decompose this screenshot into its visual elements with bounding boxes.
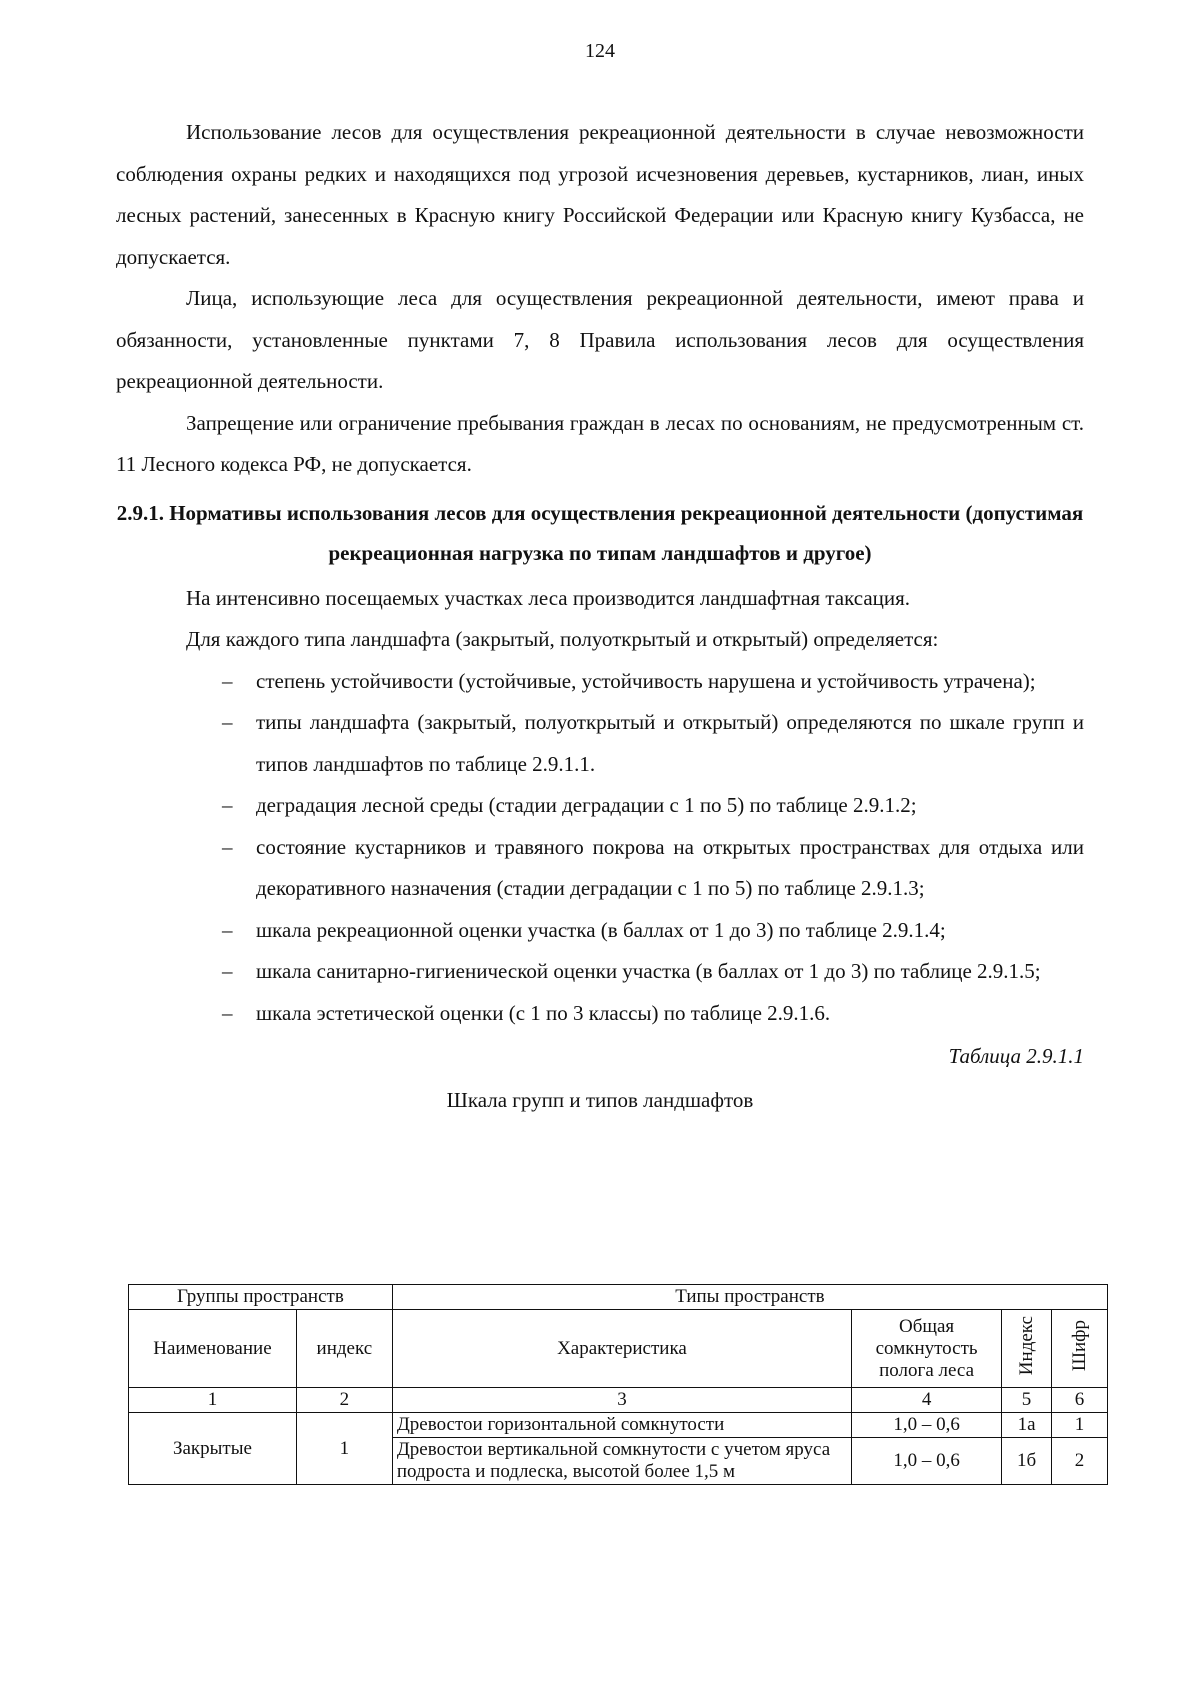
- page-number: 124: [585, 40, 615, 62]
- column-number: 4: [852, 1388, 1002, 1413]
- density-cell: 1,0 – 0,6: [852, 1413, 1002, 1438]
- list-item: [116, 661, 1084, 703]
- list-item-text: шкала эстетической оценки (с 1 по 3 классы) по таблице 2.9.1.6.: [256, 1000, 831, 1025]
- characteristic-cell: Древостои вертикальной сомкнутости с учетом яруса подроста и подлеска, высотой более 1,5 м: [392, 1438, 851, 1485]
- column-header: Характеристика: [392, 1310, 851, 1388]
- list-dash: –: [222, 668, 233, 693]
- list-item-text: типы ландшафта (закрытый, полуоткрытый и открытый) определяются по шкале групп и типов ландшафтов по таблице 2.9.1.1.: [256, 710, 1084, 776]
- group-index-cell: 1: [296, 1413, 392, 1485]
- list-item: [116, 702, 1084, 785]
- paragraph: Запрещение или ограничение пребывания граждан в лесах по основаниям, не предусмотренным ст. 11 Лесного кодекса РФ, не допускается.: [116, 410, 1084, 476]
- table-header-row: [129, 1285, 1108, 1310]
- list-item: [116, 951, 1084, 993]
- list-item: [116, 827, 1084, 910]
- list-dash: –: [222, 917, 233, 942]
- list-dash: –: [222, 1000, 233, 1025]
- document-body: [116, 112, 1084, 1122]
- column-header: Наименование: [129, 1310, 297, 1388]
- list-item-text: состояние кустарников и травяного покрова на открытых пространствах для отдыха или декоративного назначения (стадии деградации с 1 по 5) по таблице 2.9.1.3;: [256, 834, 1084, 900]
- column-header: Общая сомкнутость полога леса: [852, 1310, 1002, 1388]
- list-dash: –: [222, 793, 233, 817]
- list-dash: –: [222, 710, 233, 734]
- table-header-row: [129, 1310, 1108, 1388]
- list-item: [116, 993, 1084, 1035]
- table-row: [129, 1413, 1108, 1438]
- paragraph: Лица, использующие леса для осуществления рекреационной деятельности, имеют права и обязанности, установленные пунктами 7, 8 Правила использования лесов для осуществления рекреационной деятельности.: [116, 286, 1084, 393]
- list-dash: –: [222, 834, 233, 859]
- list-item-text: деградация лесной среды (стадии деградации с 1 по 5) по таблице 2.9.1.2;: [256, 793, 917, 817]
- code-cell: 2: [1052, 1438, 1108, 1485]
- column-header: индекс: [296, 1310, 392, 1388]
- index-cell: 1а: [1002, 1413, 1052, 1438]
- list-item: [116, 910, 1084, 952]
- list-item: [116, 785, 1084, 827]
- table-label: Таблица 2.9.1.1: [948, 1044, 1084, 1068]
- column-number: 6: [1052, 1388, 1108, 1413]
- characteristic-cell: Древостои горизонтальной сомкнутости: [392, 1413, 851, 1438]
- column-header: [1002, 1310, 1052, 1388]
- index-cell: 1б: [1002, 1438, 1052, 1485]
- paragraph: Использование лесов для осуществления рекреационной деятельности в случае невозможности соблюдения охраны редких и находящихся под угрозой исчезновения деревьев, кустарников, лиан, иных лесных растений, занесенных в Красную книгу Российской Федерации или Красную книгу Кузбасса, не допускается.: [116, 120, 1084, 269]
- list-item-text: шкала рекреационной оценки участка (в баллах от 1 до 3) по таблице 2.9.1.4;: [256, 917, 946, 942]
- column-number: 3: [392, 1388, 851, 1413]
- column-header-text: Шифр: [1068, 1319, 1090, 1372]
- group-name-cell: Закрытые: [129, 1413, 297, 1485]
- list-dash: –: [222, 959, 233, 983]
- table-title: Шкала групп и типов ландшафтов: [446, 1088, 754, 1112]
- code-cell: 1: [1052, 1413, 1108, 1438]
- list-item-text: степень устойчивости (устойчивые, устойчивость нарушена и устойчивость утрачена);: [256, 668, 1036, 693]
- paragraph: Для каждого типа ландшафта (закрытый, полуоткрытый и открытый) определяется:: [186, 627, 939, 651]
- paragraph: На интенсивно посещаемых участках леса производится ландшафтная таксация.: [186, 585, 911, 610]
- column-header-text: Индекс: [1015, 1315, 1037, 1376]
- section-heading: 2.9.1. Нормативы использования лесов для осуществления рекреационной деятельности (допустимая рекреационная нагрузка по типам ландшафтов и другое): [116, 500, 1084, 565]
- column-number-row: [129, 1388, 1108, 1413]
- list-item-text: шкала санитарно-гигиенической оценки участка (в баллах от 1 до 3) по таблице 2.9.1.5;: [256, 959, 1041, 983]
- criteria-list: [116, 661, 1084, 1035]
- column-header: [1052, 1310, 1108, 1388]
- group-header: Группы пространств: [129, 1285, 393, 1310]
- column-number: 2: [296, 1388, 392, 1413]
- density-cell: 1,0 – 0,6: [852, 1438, 1002, 1485]
- column-number: 1: [129, 1388, 297, 1413]
- landscape-table: [128, 1284, 1108, 1485]
- types-header: Типы пространств: [392, 1285, 1107, 1310]
- column-number: 5: [1002, 1388, 1052, 1413]
